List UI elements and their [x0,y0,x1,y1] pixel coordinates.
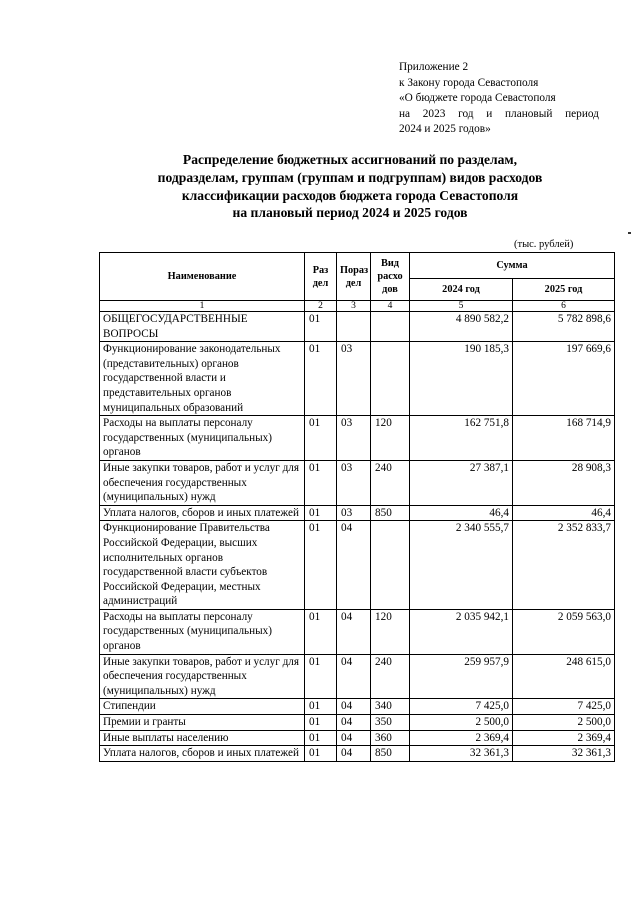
cell-sum-2024: 259 957,9 [410,654,513,699]
cell-vid: 360 [371,730,410,746]
cell-vid [371,342,410,416]
header-year-2024: 2024 год [410,279,513,301]
header-sum: Сумма [410,253,615,279]
cell-sum-2024: 162 751,8 [410,416,513,461]
cell-vid: 350 [371,715,410,731]
cell-sum-2025: 2 369,4 [513,730,615,746]
cell-sum-2025: 2 352 833,7 [513,521,615,610]
header-razdel: Раз дел [305,253,337,301]
column-number: 4 [371,301,410,312]
cell-name: Иные закупки товаров, работ и услуг для обеспечения государственных (муниципальных) нужд [100,460,305,505]
cell-vid: 120 [371,416,410,461]
cell-podrazdel: 04 [337,715,371,731]
cell-sum-2025: 5 782 898,6 [513,312,615,342]
cell-sum-2024: 2 369,4 [410,730,513,746]
table-row [100,609,615,654]
cell-vid: 850 [371,746,410,762]
header-vid: Вид расхо дов [371,253,410,301]
cell-podrazdel: 04 [337,654,371,699]
cell-sum-2024: 7 425,0 [410,699,513,715]
cell-name: Премии и гранты [100,715,305,731]
cell-podrazdel [337,312,371,342]
cell-name: Стипендии [100,699,305,715]
cell-podrazdel: 03 [337,460,371,505]
cell-razdel: 01 [305,715,337,731]
appendix-word: период [565,107,599,120]
appendix-word: и [486,107,493,120]
cell-sum-2025: 2 500,0 [513,715,615,731]
title-line: на плановый период 2024 и 2025 годов [232,205,468,221]
header-year-2025: 2025 год [513,279,615,301]
units-label: (тыс. рублей) [514,239,574,250]
table-row [100,342,615,416]
appendix-line: «О бюджете города Севастополя [399,92,556,104]
cell-vid [371,521,410,610]
cell-name: Расходы на выплаты персоналу государственных (муниципальных) органов [100,609,305,654]
cell-sum-2024: 190 185,3 [410,342,513,416]
column-number: 2 [305,301,337,312]
cell-vid: 240 [371,460,410,505]
scan-mark [628,232,631,234]
cell-sum-2024: 2 340 555,7 [410,521,513,610]
title-line: подразделам, группам (группам и подгруппам) видов расходов [157,169,543,185]
cell-podrazdel: 04 [337,746,371,762]
header-podrazdel: Пораз дел [337,253,371,301]
cell-sum-2025: 32 361,3 [513,746,615,762]
cell-sum-2025: 197 669,6 [513,342,615,416]
cell-razdel: 01 [305,746,337,762]
cell-name: Иные закупки товаров, работ и услуг для обеспечения государственных (муниципальных) нужд [100,654,305,699]
cell-razdel: 01 [305,505,337,521]
appendix-word: плановый [505,107,553,120]
cell-razdel: 01 [305,312,337,342]
cell-name: Уплата налогов, сборов и иных платежей [100,505,305,521]
cell-vid: 340 [371,699,410,715]
cell-razdel: 01 [305,609,337,654]
table-row [100,746,615,762]
cell-sum-2024: 32 361,3 [410,746,513,762]
title-line: классификации расходов бюджета города Севастополя [181,187,519,203]
cell-vid: 850 [371,505,410,521]
cell-name: ОБЩЕГОСУДАРСТВЕННЫЕ ВОПРОСЫ [100,312,305,342]
column-number: 3 [337,301,371,312]
appendix-line: 2024 и 2025 годов» [399,123,491,135]
document-title [60,151,640,222]
table-body [100,312,615,762]
appendix-line: Приложение 2 [399,61,469,73]
title-line: Распределение бюджетных ассигнований по разделам, [182,152,518,167]
column-number: 5 [410,301,513,312]
cell-sum-2024: 27 387,1 [410,460,513,505]
cell-sum-2024: 2 035 942,1 [410,609,513,654]
cell-podrazdel: 04 [337,699,371,715]
cell-sum-2025: 7 425,0 [513,699,615,715]
cell-vid [371,312,410,342]
cell-razdel: 01 [305,416,337,461]
cell-sum-2025: 2 059 563,0 [513,609,615,654]
cell-sum-2024: 2 500,0 [410,715,513,731]
cell-razdel: 01 [305,654,337,699]
cell-podrazdel: 03 [337,416,371,461]
cell-podrazdel: 04 [337,730,371,746]
appendix-word: 2023 [422,107,446,120]
cell-razdel: 01 [305,699,337,715]
cell-sum-2024: 4 890 582,2 [410,312,513,342]
cell-razdel: 01 [305,730,337,746]
cell-vid: 120 [371,609,410,654]
table-row [100,730,615,746]
appendix-line-justified [399,107,599,123]
table-row [100,505,615,521]
cell-podrazdel: 03 [337,342,371,416]
appendix-header [399,60,599,138]
cell-podrazdel: 03 [337,505,371,521]
cell-sum-2025: 248 615,0 [513,654,615,699]
appendix-word: на [399,107,411,120]
cell-podrazdel: 04 [337,609,371,654]
table-row [100,312,615,342]
table-row [100,460,615,505]
appendix-line: к Закону города Севастополя [399,76,539,89]
column-number: 6 [513,301,615,312]
cell-sum-2025: 28 908,3 [513,460,615,505]
cell-name: Функционирование Правительства Российской Федерации, высших исполнительных органов государственной власти субъектов Российской Федерации, местных администраций [100,521,305,610]
cell-razdel: 01 [305,521,337,610]
cell-sum-2025: 46,4 [513,505,615,521]
cell-sum-2024: 46,4 [410,505,513,521]
column-number: 1 [100,301,305,312]
table-row [100,715,615,731]
budget-table [99,252,615,762]
cell-name: Иные выплаты населению [100,730,305,746]
cell-razdel: 01 [305,342,337,416]
table-row [100,416,615,461]
header-name: Наименование [100,253,305,301]
table-row [100,699,615,715]
cell-podrazdel: 04 [337,521,371,610]
cell-vid: 240 [371,654,410,699]
cell-name: Расходы на выплаты персоналу государственных (муниципальных) органов [100,416,305,461]
table-row [100,654,615,699]
cell-sum-2025: 168 714,9 [513,416,615,461]
table-row [100,521,615,610]
cell-name: Уплата налогов, сборов и иных платежей [100,746,305,762]
appendix-word: год [458,107,474,120]
cell-name: Функционирование законодательных (представительных) органов государственной власти и представительных органов муниципальных образований [100,342,305,416]
cell-razdel: 01 [305,460,337,505]
